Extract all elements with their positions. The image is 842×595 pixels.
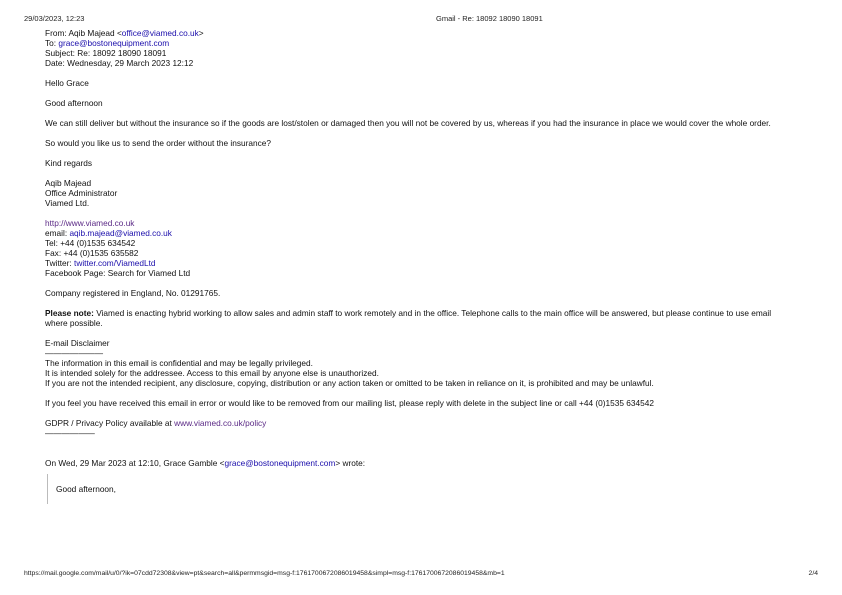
signature-email-link[interactable]: aqib.majead@viamed.co.uk <box>69 228 172 238</box>
website-link[interactable]: http://www.viamed.co.uk <box>45 218 135 228</box>
body-question: So would you like us to send the order without the insurance? <box>45 138 271 148</box>
twitter-label: Twitter: <box>45 258 75 268</box>
gdpr-label: GDPR / Privacy Policy available at <box>45 418 175 428</box>
email-content <box>45 28 790 504</box>
disclaimer-line-2: It is intended solely for the addressee. Access to this email by anyone else is unauthorized. <box>45 368 379 378</box>
from-label: From: <box>45 28 69 38</box>
salutation: Good afternoon <box>45 98 103 108</box>
quoted-intro <box>45 458 790 468</box>
closing: Kind regards <box>45 158 93 168</box>
twitter-link[interactable]: twitter.com/ViamedLtd <box>74 258 156 268</box>
signature-email-line <box>45 228 790 238</box>
disclaimer-rule-2: —————— <box>45 428 95 438</box>
signature-twitter-line <box>45 258 790 268</box>
to-label: To: <box>45 38 59 48</box>
subject-line: Subject: Re: 18092 18090 18091 <box>45 48 167 58</box>
print-footer <box>24 570 818 582</box>
quoted-message <box>47 474 790 504</box>
disclaimer-title: E-mail Disclaimer <box>45 338 110 348</box>
company-registration: Company registered in England, No. 01291765. <box>45 288 221 298</box>
email-label: email: <box>45 228 70 238</box>
please-note-label: Please note: <box>45 308 94 318</box>
body-paragraph: We can still deliver but without the insurance so if the goods are lost/stolen or damaged then you will not be covered by us, whereas if you had the insurance in place we would cover the whole order. <box>45 118 771 128</box>
from-email-link[interactable]: office@viamed.co.uk <box>121 28 199 38</box>
please-note <box>45 308 790 328</box>
disclaimer-rule: ——————— <box>45 348 104 358</box>
quoted-intro-suffix: > wrote: <box>335 458 366 468</box>
please-note-text: Viamed is enacting hybrid working to allow sales and admin staff to work remotely and in the office. Telephone calls to the main office will be answered, but please continue to use email where possible. <box>45 308 772 328</box>
disclaimer-line-4: If you feel you have received this email in error or would like to be removed from our mailing list, please reply with delete in the subject line or call +44 (0)1535 634542 <box>45 398 654 408</box>
from-line <box>45 28 790 38</box>
gdpr-line <box>45 418 790 428</box>
print-page-number: 2/4 <box>808 570 818 577</box>
from-close: > <box>198 28 204 38</box>
print-header <box>24 14 818 26</box>
quoted-intro-prefix: On Wed, 29 Mar 2023 at 12:10, Grace Gamble < <box>45 458 225 468</box>
quoted-first-line: Good afternoon, <box>56 484 116 494</box>
signature-name: Aqib Majead <box>45 178 92 188</box>
print-url: https://mail.google.com/mail/u/0/?ik=07cdd72308&view=pt&search=all&permmsgid=msg-f:1761700672086019458&simpl=msg-f:1761700672086019458&mb=1 <box>24 570 505 577</box>
to-email-link[interactable]: grace@bostonequipment.com <box>58 38 170 48</box>
disclaimer-line-1: The information in this email is confidential and may be legally privileged. <box>45 358 313 368</box>
to-line <box>45 38 790 48</box>
print-datetime: 29/03/2023, 12:23 <box>24 14 85 23</box>
print-page-title: Gmail - Re: 18092 18090 18091 <box>436 14 543 23</box>
signature-company: Viamed Ltd. <box>45 198 90 208</box>
gdpr-policy-link[interactable]: www.viamed.co.uk/policy <box>174 418 267 428</box>
signature-fax: Fax: +44 (0)1535 635582 <box>45 248 139 258</box>
signature-facebook: Facebook Page: Search for Viamed Ltd <box>45 268 191 278</box>
disclaimer-line-3: If you are not the intended recipient, any disclosure, copying, distribution or any action taken or omitted to be taken in reliance on it, is prohibited and may be unlawful. <box>45 378 654 388</box>
signature-tel: Tel: +44 (0)1535 634542 <box>45 238 136 248</box>
quoted-email-link[interactable]: grace@bostonequipment.com <box>224 458 336 468</box>
signature-role: Office Administrator <box>45 188 118 198</box>
from-name: Aqib Majead < <box>68 28 122 38</box>
greeting: Hello Grace <box>45 78 89 88</box>
date-line: Date: Wednesday, 29 March 2023 12:12 <box>45 58 194 68</box>
